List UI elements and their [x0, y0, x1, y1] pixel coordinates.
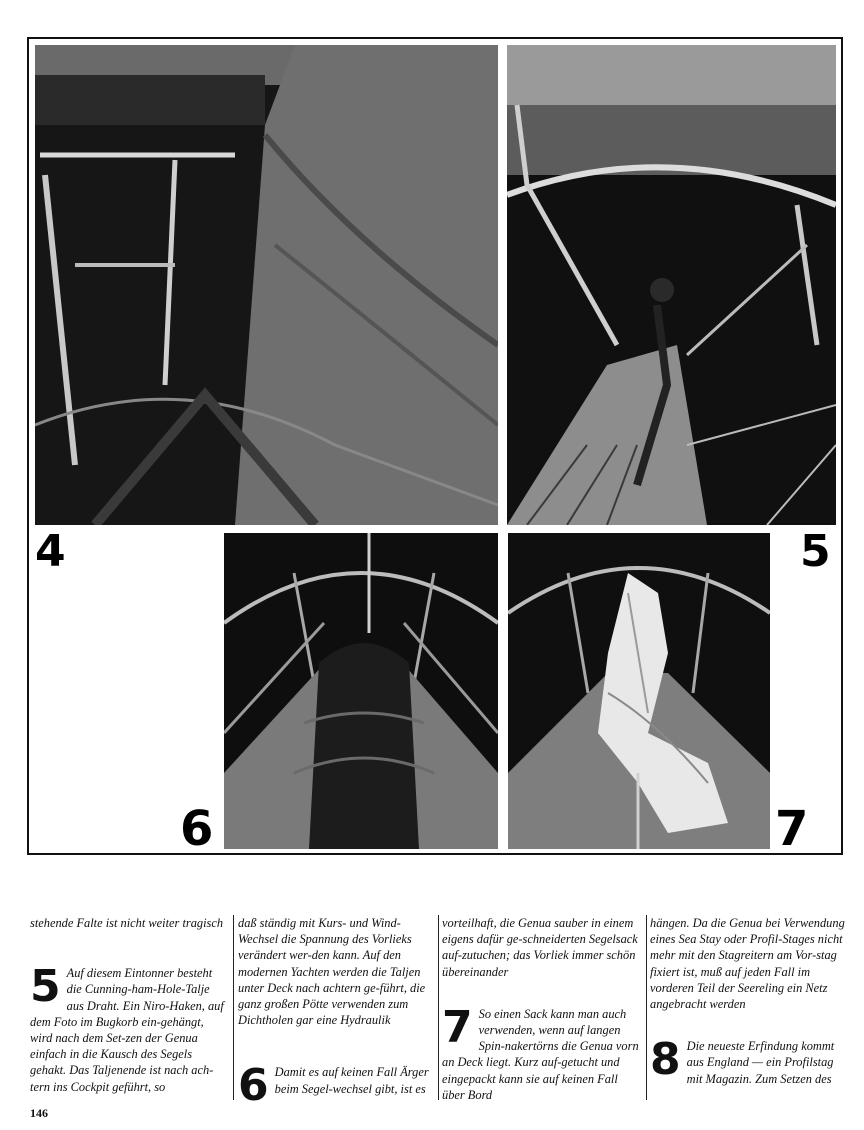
figure-number-7: 7 — [775, 801, 809, 857]
spacer — [238, 1028, 434, 1064]
photo-5-cunningham-tackle — [507, 45, 836, 525]
section-number-6: 6 — [238, 1060, 269, 1112]
column-divider — [438, 915, 439, 1100]
section-number-8: 8 — [650, 1034, 681, 1086]
spacer — [30, 931, 228, 965]
section-6 — [238, 1060, 434, 1112]
page-number: 146 — [30, 1106, 48, 1120]
column-divider — [646, 915, 647, 1100]
section-number-5: 5 — [30, 961, 61, 1013]
figure-number-6: 6 — [180, 801, 214, 857]
section-6-text: Damit es auf keinen Fall Ärger beim Segel-wechsel gibt, ist es — [274, 1065, 429, 1096]
section-7 — [442, 1001, 642, 1103]
column-2-intro: daß ständig mit Kurs- und Wind-Wechsel die Spannung des Vorlieks verändert wer-den kann. Auf den modernen Yachten werden die Taljen unter Deck nach achtern ge-führt, die ganz großen Pötte verwenden zum Dichtholen gar eine Hydraulik — [238, 916, 426, 1028]
section-8 — [650, 1034, 846, 1087]
figure-number-4: 4 — [35, 526, 66, 577]
text-column-3 — [442, 915, 642, 1103]
section-5-text: Auf diesem Eintonner besteht die Cunning-ham-Hole-Talje aus Draht. Ein Niro-Haken, auf dem Foto im Bugkorb ein-gehängt, wird nach dem Set-zen der Genua einfach in die Kausch des Segels gehakt. Das Taljenende ist nach ach-tern ins Cockpit geführt, so — [30, 966, 224, 1094]
text-column-2 — [238, 915, 434, 1112]
column-1-intro: stehende Falte ist nicht weiter tragisch — [30, 916, 224, 930]
photo-7-genua-on-deck — [508, 533, 770, 849]
column-divider — [233, 915, 234, 1100]
text-column-4 — [650, 915, 846, 1087]
section-8-text: Die neueste Erfindung kommt aus England — ein Profilstag mit Magazin. Zum Setzen des — [686, 1039, 835, 1086]
photo-4-sail-bow-pulpit — [35, 45, 498, 525]
section-number-7: 7 — [442, 1001, 473, 1053]
photo-6-sail-bag — [224, 533, 498, 849]
column-4-intro: hängen. Da die Genua bei Verwendung eines Sea Stay oder Profil-Stages nicht mehr mit den Stagreitern am Vor-stag fixiert ist, muß auf jeden Fall im vorderen Teil der Seereling ein Netz angebracht werden — [650, 916, 845, 1012]
section-7-text: So einen Sack kann man auch verwenden, wenn auf langen Spin-nakertörns die Genua vorn an Deck liegt. Kurz auf-getucht und eingepackt kann sie auf keinen Fall über Bord — [442, 1006, 639, 1102]
column-3-intro: vorteilhaft, die Genua sauber in einem eigens dafür ge-schneiderten Segelsack auf-zutuchen; das Vorliek immer schön übereinander — [442, 916, 638, 979]
text-column-1 — [30, 915, 228, 1095]
figure-number-5: 5 — [800, 526, 831, 577]
section-5 — [30, 961, 228, 1095]
